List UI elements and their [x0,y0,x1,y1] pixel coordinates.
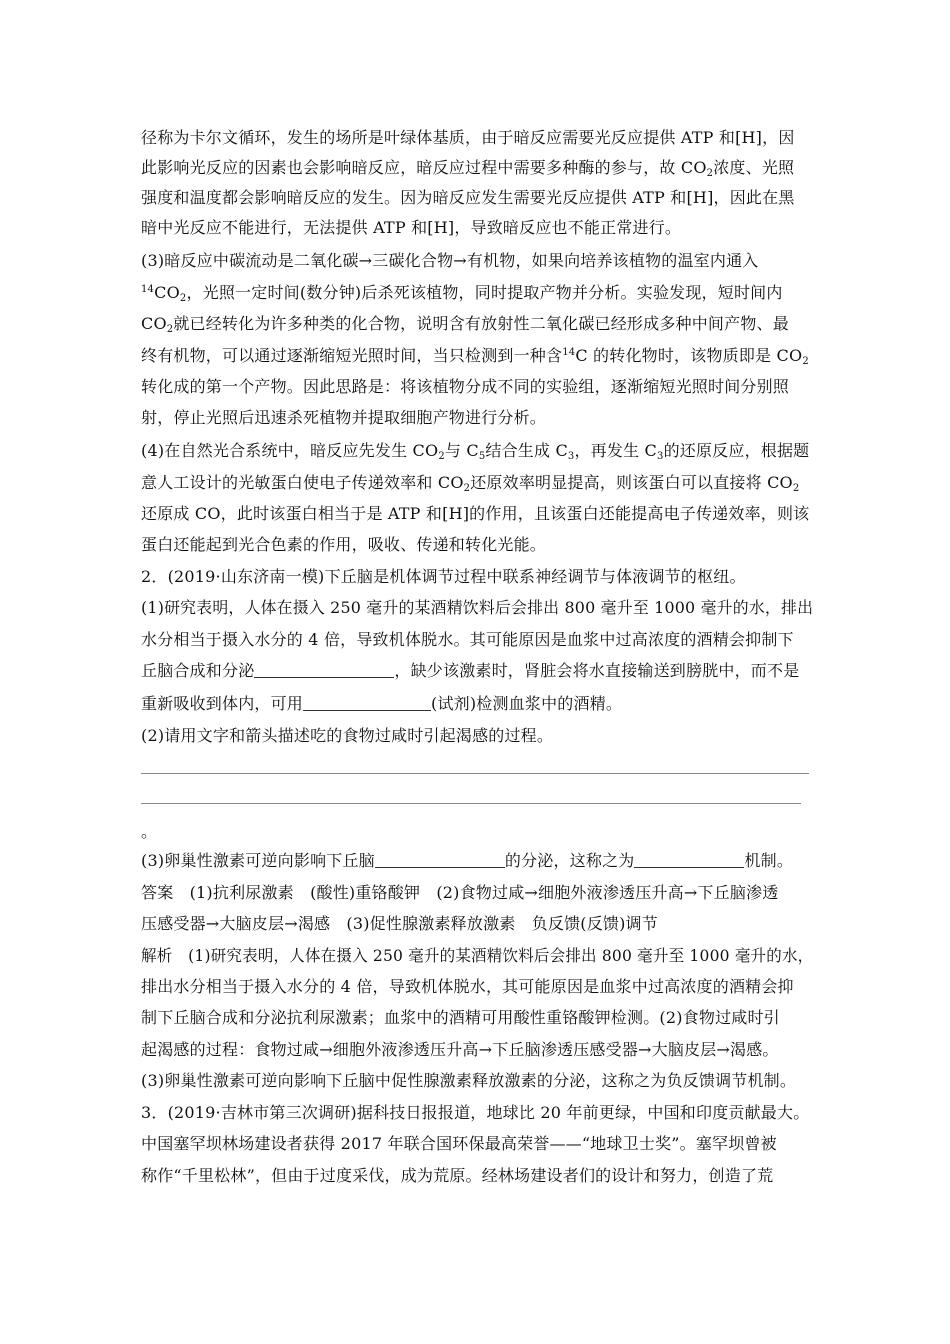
text: 射，停止光照后迅速杀死植物并提取细胞产物进行分析。 [141,408,547,427]
text: (试剂)检测血浆中的酒精。 [431,694,623,713]
text-line [141,376,789,398]
text-line [141,250,758,272]
text-line [141,1070,796,1092]
text: (4)在自然光合系统中，暗反应先发生 CO [141,441,439,460]
text: 起渴感的过程：食物过咸→细胞外液渗透压升高→下丘脑渗透压感受器→大脑皮层→渴感。 [141,1040,779,1059]
text: 重新吸收到体内，可用 [141,694,304,713]
subscript: 3 [567,451,575,462]
text: 还原成 CO，此时该蛋白相当于是 ATP 和[H]的作用，且该蛋白还能提高电子传递效率，则该 [141,504,810,523]
subscript: 2 [463,483,471,494]
text: 的分泌，这称之为 [504,851,635,870]
text: 解析 (1)研究表明，人体在摄入 250 毫升的某酒精饮料后会排出 800 毫升至 1000 毫升的水， [141,946,814,965]
text-line [141,217,681,239]
text: 蛋白还能起到光合色素的作用，吸收、传递和转化光能。 [141,535,547,554]
answer-blank[interactable] [254,661,394,678]
text-line [141,725,553,747]
text: 暗中光反应不能进行，无法提供 ATP 和[H]，导致暗反应也不能正常进行。 [141,218,682,237]
text: C 的转化物时，该物质即是 CO [575,346,803,365]
subscript: 5 [478,451,486,462]
text-line [141,472,799,494]
text: 终有机物，可以通过逐渐缩短光照时间，当只检测到一种含 [141,346,563,365]
text: 排出水分相当于摄入水分的 4 倍，导致机体脱水，其可能原因是血浆中过高浓度的酒精会抑 [141,977,794,996]
text-line [141,503,809,525]
text: 制下丘脑合成和分泌抗利尿激素；血浆中的酒精可用酸性重铬酸钾检测。(2)食物过咸时引 [141,1008,780,1027]
text-line [141,1165,773,1187]
question-2-heading [141,566,746,588]
text: 压感受器→大脑皮层→渴感 (3)促性腺激素释放激素 负反馈(反馈)调节 [141,914,658,933]
subscript: 2 [706,168,714,179]
subscript: 2 [438,451,445,462]
subscript: 2 [179,293,187,304]
text-line [141,850,793,872]
text-line [141,157,794,179]
answer-line[interactable] [141,773,809,774]
text: (3)卵巢性激素可逆向影响下丘脑中促性腺激素释放激素的分泌，这称之为负反馈调节机制。 [141,1071,797,1090]
text: ，光照一定时间(数分钟)后杀死该植物，同时提取产物并分析。实验发现，短时间内 [186,283,783,302]
superscript: 14 [141,284,155,295]
text: 还原效率明显提高，则该蛋白可以直接将 CO [470,473,793,492]
text: 3．(2019·吉林市第三次调研)据科技日报报道，地球比 20 年前更绿，中国和印度贡献最大。 [141,1103,810,1122]
text-line [141,407,546,429]
text-line [141,1007,780,1029]
answer-blank[interactable] [303,694,431,711]
question-3-heading [141,1102,809,1124]
text: 水分相当于摄入水分的 4 倍，导致机体脱水。其可能原因是血浆中过高浓度的酒精会抑制下 [141,630,794,649]
text-line [141,913,658,935]
text-line [141,597,813,619]
text: 称作“千里松林”，但由于过度采伐，成为荒原。经林场建设者们的设计和努力，创造了荒 [141,1166,774,1185]
text: 丘脑合成和分泌 [141,661,255,680]
text-line [141,1133,777,1155]
text: 浓度、光照 [713,158,795,177]
subscript: 2 [166,324,174,335]
text-line [141,127,795,149]
text: 转化成的第一个产物。因此思路是：将该植物分成不同的实验组，逐渐缩短光照时间分别照 [141,377,790,396]
text-line [141,660,799,682]
text: 与 C [444,441,479,460]
text: CO [141,314,167,333]
text: 2．(2019·山东济南一模)下丘脑是机体调节过程中联系神经调节与体液调节的枢纽。 [141,567,746,586]
subscript: 2 [802,356,809,367]
text-line [141,629,794,651]
text: CO [154,283,180,302]
text: (2)请用文字和箭头描述吃的食物过咸时引起渴感的过程。 [141,726,554,745]
text: 此影响光反应的因素也会影响暗反应，暗反应过程中需要多种酶的参与，故 CO [141,158,707,177]
text: 就已经转化为许多种类的化合物，说明含有放射性二氧化碳已经形成多种中间产物、最 [173,314,789,333]
answer-line-text [141,882,778,904]
analysis-line [141,945,813,967]
text: (3)卵巢性激素可逆向影响下丘脑 [141,851,375,870]
text: 径称为卡尔文循环，发生的场所是叶绿体基质，由于暗反应需要光反应提供 ATP 和[H]，因 [141,128,795,147]
text: ，再发生 C [574,441,657,460]
text: 答案 (1)抗利尿激素 (酸性)重铬酸钾 (2)食物过咸→细胞外液渗透压升高→下丘脑渗透 [141,883,779,902]
text-line [141,976,794,998]
answer-line[interactable] [141,803,801,804]
answer-blank[interactable] [634,851,744,868]
text: 意人工设计的光敏蛋白使电子传递效率和 CO [141,473,464,492]
superscript: 14 [562,347,576,358]
text: 。 [141,822,158,841]
answer-blank[interactable] [375,851,505,868]
text: 机制。 [744,851,794,870]
text: ，缺少该激素时，肾脏会将水直接输送到膀胱中，而不是 [394,661,800,680]
text-line [141,693,622,715]
text-line [141,345,809,367]
subscript: 2 [792,483,800,494]
text-line [141,313,789,335]
text: 的还原反应，根据题 [663,441,810,460]
text: 结合生成 C [485,441,568,460]
text: (3)暗反应中碳流动是二氧化碳→三碳化合物→有机物，如果向培养该植物的温室内通入 [141,251,759,270]
text-line [141,534,546,556]
text-line [141,1039,779,1061]
text: (1)研究表明，人体在摄入 250 毫升的某酒精饮料后会排出 800 毫升至 1000 毫升的水，排出 [141,598,814,617]
text-line [141,440,809,462]
text-line [141,821,157,843]
text-line [141,187,795,209]
subscript: 3 [657,451,664,462]
text: 强度和温度都会影响暗反应的发生。因为暗反应发生需要光反应提供 ATP 和[H]，因此在黑 [141,188,795,207]
text-line [141,282,783,304]
text: 中国塞罕坝林场建设者获得 2017 年联合国环保最高荣誉——“地球卫士奖”。塞罕坝曾被 [141,1134,777,1153]
